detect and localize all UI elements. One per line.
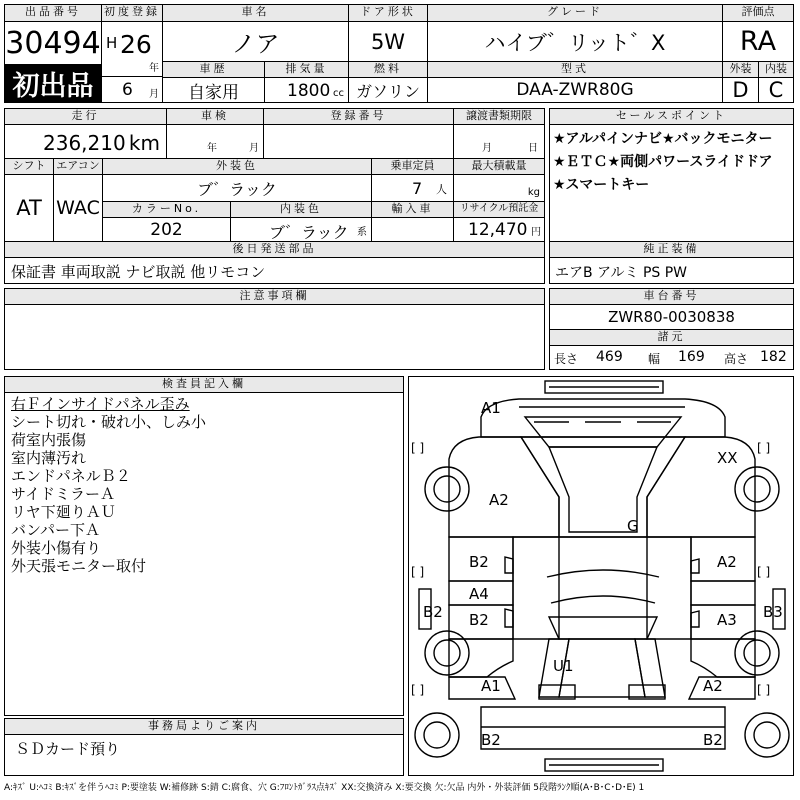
parts-label: 後日発送部品 — [4, 241, 545, 258]
width: 169 — [678, 349, 705, 365]
displacement-unit: cc — [333, 88, 344, 99]
capacity-label: 乗車定員 — [371, 158, 454, 175]
load-unit: kg — [527, 187, 540, 198]
year-unit: 年 — [149, 63, 159, 74]
recycle-cell — [453, 217, 545, 242]
transfer-day-unit: 日 — [528, 143, 538, 154]
import-label: 輸入車 — [371, 201, 454, 218]
damage-a2-left: A2 — [489, 491, 509, 509]
model: DAA-ZWR80G — [427, 77, 723, 103]
shift-label: シフト — [4, 158, 54, 175]
import-cell — [371, 217, 454, 242]
damage-diagram — [408, 376, 794, 776]
legend: A:ｷｽﾞ U:ﾍｺﾐ B:ｷｽﾞを伴うﾍｺﾐ P:要塗装 W:補修跡 S:錆 C:腐食、穴 G:ﾌﾛﾝﾄｶﾞﾗｽ点ｷｽﾞ XX:交換済み X:要交換 欠:欠品 内外・外装評価 5段階ﾗﾝｸ順(A･B･C･D･E) 1 — [4, 783, 645, 793]
capacity-unit: 人 — [436, 183, 447, 196]
load-label: 最大積載量 — [453, 158, 545, 175]
bracket-low-right: [ ] — [757, 683, 771, 697]
capacity: 7 — [412, 179, 423, 198]
rating-label: 評価点 — [722, 4, 794, 22]
damage-b2-bottom-left: B2 — [481, 731, 501, 749]
inspector-line: エンドパネルＢ２ — [11, 467, 131, 485]
color-no-label: カラーNo. — [102, 201, 231, 218]
inspector-line: 右Ｆインサイドパネル歪み — [11, 395, 190, 413]
bracket-top-right: [ ] — [757, 441, 771, 455]
width-label: 幅 — [648, 352, 661, 366]
first-reg-label: 初度登録 — [101, 4, 163, 22]
interior-label: 内装 — [758, 61, 794, 78]
ext-color-label: 外装色 — [102, 158, 372, 175]
inspector-line: シート切れ・破れ小、しみ小 — [11, 413, 207, 431]
damage-b2-bottom-right: B2 — [703, 731, 723, 749]
inspection-year-unit: 年 — [207, 143, 217, 154]
damage-g: G — [627, 517, 639, 535]
inspector-line: バンパー下Ａ — [11, 521, 100, 539]
recycle-label: リサイクル預託金 — [453, 201, 545, 218]
recycle: 12,470 — [468, 220, 528, 240]
inspector-line: 外天張モニター取付 — [11, 557, 147, 575]
equipment-label: 純正装備 — [549, 241, 794, 258]
mileage-label: 走行 — [4, 108, 167, 125]
length-label: 長さ — [554, 352, 579, 366]
int-color-unit: 系 — [357, 227, 367, 238]
sales-points — [549, 124, 794, 242]
door-label: ドア形状 — [348, 4, 428, 22]
first-reg-era: H — [106, 34, 118, 52]
damage-a2-right1: A2 — [717, 553, 737, 571]
damage-b3: B3 — [763, 603, 783, 621]
ac-label: エアコン — [53, 158, 103, 175]
int-color-cell — [230, 217, 372, 242]
capacity-cell — [371, 174, 454, 202]
grade: ハイブ゛リット゛X — [427, 21, 723, 62]
damage-b2-left1: B2 — [469, 553, 489, 571]
inspector-line: 荷室内張傷 — [11, 431, 87, 449]
inspection-cell — [166, 124, 264, 159]
notes — [4, 304, 545, 370]
office-note: ＳＤカード預り — [4, 734, 404, 776]
first-reg-cell — [101, 21, 163, 77]
car-outline — [409, 377, 794, 776]
fuel: ガソリン — [348, 77, 428, 103]
sales-point-line: ★アルパインナビ★バックモニター — [553, 131, 773, 147]
chassis-label: 車台番号 — [549, 288, 794, 305]
damage-a1-top: A1 — [481, 399, 501, 417]
interior-grade: C — [758, 77, 794, 103]
bracket-top-left: [ ] — [411, 441, 425, 455]
mileage-unit: km — [128, 131, 160, 155]
displacement: 1800 — [287, 81, 331, 101]
model-label: 型式 — [427, 61, 723, 78]
inspector-line: リヤ下廻りＡＵ — [11, 503, 116, 521]
equipment: エアB アルミ PS PW — [549, 257, 794, 284]
load-cell — [453, 174, 545, 202]
sales-points-label: セールスポイント — [549, 108, 794, 125]
height-label: 高さ — [724, 352, 749, 366]
length: 469 — [596, 349, 623, 365]
parts: 保証書 車両取説 ナビ取説 他リモコン — [4, 257, 545, 284]
transfer-month-unit: 月 — [482, 143, 492, 154]
mileage: 236,210 — [43, 131, 126, 155]
inspector-line: 外装小傷有り — [11, 539, 102, 557]
damage-a4: A4 — [469, 585, 489, 603]
damage-a3: A3 — [717, 611, 737, 629]
inspector-label: 検査員記入欄 — [4, 376, 404, 393]
bracket-low-left: [ ] — [411, 683, 425, 697]
inspection-label: 車検 — [166, 108, 264, 125]
history: 自家用 — [162, 77, 265, 103]
damage-a1-bottom: A1 — [481, 677, 501, 695]
mileage-cell — [4, 124, 167, 159]
ac: WAC — [53, 174, 103, 242]
damage-u1: U1 — [553, 657, 574, 675]
first-reg-month-cell — [101, 76, 163, 103]
grade-label: グレード — [427, 4, 723, 22]
notes-label: 注意事項欄 — [4, 288, 545, 305]
exterior-label: 外装 — [722, 61, 759, 78]
inspector-line: サイドミラーＡ — [11, 485, 115, 503]
transfer-cell — [453, 124, 545, 159]
inspection-month-unit: 月 — [249, 143, 259, 154]
door-type: 5W — [348, 21, 428, 62]
inspector-notes — [4, 392, 404, 716]
office-label: 事務局よりご案内 — [4, 718, 404, 735]
bracket-mid-left: [ ] — [411, 565, 425, 579]
lot-number: 30494 — [4, 21, 102, 65]
ext-color: ブ゛ラック — [102, 174, 372, 202]
first-listing-badge: 初出品 — [4, 64, 102, 103]
month-unit: 月 — [149, 89, 159, 100]
first-reg-year: 26 — [120, 30, 152, 59]
exterior-grade: D — [722, 77, 759, 103]
reg-no-label: 登録番号 — [263, 108, 454, 125]
damage-a2-bottom: A2 — [703, 677, 723, 695]
displacement-label: 排気量 — [264, 61, 349, 78]
sales-point-line: ★スマートキー — [553, 177, 650, 193]
transfer-label: 譲渡書類期限 — [453, 108, 545, 125]
height: 182 — [760, 349, 787, 365]
displacement-cell — [264, 77, 349, 103]
rating: RA — [722, 21, 794, 62]
car-name: ノア — [162, 21, 349, 62]
sales-point-line: ★ＥＴＣ★両側パワースライドドア — [553, 154, 773, 170]
dims-row — [549, 345, 794, 370]
bracket-mid-right: [ ] — [757, 565, 771, 579]
recycle-unit: 円 — [531, 227, 541, 238]
damage-b2-far-left: B2 — [423, 603, 443, 621]
lot-number-label: 出品番号 — [4, 4, 102, 22]
reg-no-cell — [263, 124, 454, 159]
int-color-label: 内装色 — [230, 201, 372, 218]
fuel-label: 燃料 — [348, 61, 428, 78]
dims-label: 諸元 — [549, 329, 794, 346]
car-name-label: 車名 — [162, 4, 349, 22]
first-reg-month: 6 — [122, 80, 133, 100]
chassis-number: ZWR80-0030838 — [549, 304, 794, 330]
damage-xx: XX — [717, 449, 738, 467]
damage-b2-left2: B2 — [469, 611, 489, 629]
shift: AT — [4, 174, 54, 242]
inspector-line: 室内薄汚れ — [11, 449, 87, 467]
int-color: ブ゛ラック — [269, 223, 349, 242]
color-no: 202 — [102, 217, 231, 242]
history-label: 車歴 — [162, 61, 265, 78]
